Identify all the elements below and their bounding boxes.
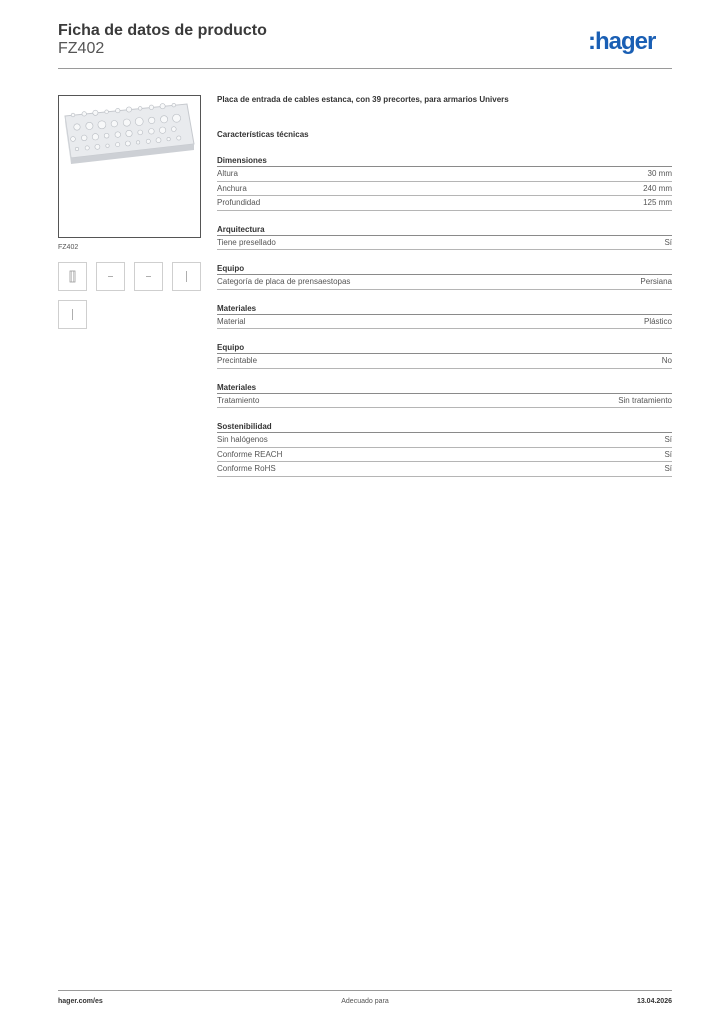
spec-value: Sí [664, 237, 672, 247]
footer-note: Adecuado para [341, 998, 389, 1005]
spec-label: Precintable [217, 356, 258, 365]
product-details [217, 95, 672, 477]
spec-row [217, 275, 672, 290]
product-summary: Placa de entrada de cables estanca, con 39 precortes, para armarios Univers [217, 95, 509, 104]
spec-row [217, 354, 672, 369]
product-code: FZ402 [58, 40, 105, 57]
spec-group [217, 383, 672, 409]
spec-group-title: Dimensiones [217, 156, 672, 167]
spec-group-title: Materiales [217, 304, 672, 315]
spec-value: Persiana [640, 277, 672, 286]
spec-label: Profundidad [217, 198, 261, 207]
spec-group [217, 343, 672, 369]
spec-label: Tiene presellado [217, 237, 276, 247]
spec-group-title: Arquitectura [217, 225, 672, 236]
thumbnail-rear-view[interactable] [58, 300, 87, 329]
website-link[interactable]: hager.com/es [58, 998, 103, 1005]
spec-group-title: Sostenibilidad [217, 422, 672, 433]
spec-label: Conforme REACH [217, 449, 283, 459]
spec-label: Altura [217, 169, 238, 178]
spec-row [217, 236, 672, 251]
spec-row [217, 433, 672, 448]
spec-label: Material [217, 316, 246, 326]
spec-value: Sí [664, 435, 672, 444]
page-header [58, 20, 672, 68]
spec-group [217, 422, 672, 477]
logo-text: :hager [588, 28, 656, 54]
thumbnail-side-view[interactable] [172, 262, 201, 291]
page-title: Ficha de datos de producto [58, 22, 267, 39]
spec-value: 240 mm [643, 183, 672, 193]
spec-row [217, 196, 672, 211]
spec-group [217, 264, 672, 290]
spec-row [217, 167, 672, 182]
spec-label: Sin halógenos [217, 435, 268, 444]
spec-group-title: Equipo [217, 343, 672, 354]
spec-value: Sin tratamiento [618, 395, 672, 405]
thumbnail-front-view[interactable] [58, 262, 87, 291]
spec-value: Plástico [643, 316, 672, 326]
spec-label: Categoría de placa de prensaestopas [217, 277, 351, 286]
spec-row [217, 394, 672, 409]
spec-label: Anchura [217, 183, 247, 193]
spec-group [217, 156, 672, 211]
spec-group [217, 304, 672, 330]
page-footer [58, 998, 672, 1010]
cable-entry-plate-image [59, 96, 200, 237]
specs-title: Características técnicas [217, 130, 309, 139]
hager-logo [588, 28, 672, 54]
footer-date: 13.04.2026 [636, 998, 672, 1005]
spec-value: Sí [664, 464, 672, 473]
spec-value: 30 mm [647, 169, 672, 178]
spec-row [217, 182, 672, 197]
thumbnail-top-view[interactable] [96, 262, 125, 291]
spec-value: No [661, 356, 672, 365]
image-caption: FZ402 [58, 244, 79, 251]
spec-row [217, 462, 672, 477]
product-image [58, 95, 201, 238]
thumbnail-bottom-view[interactable] [134, 262, 163, 291]
spec-value: 125 mm [643, 198, 672, 207]
spec-label: Tratamiento [217, 395, 260, 405]
spec-row [217, 448, 672, 463]
spec-group-title: Equipo [217, 264, 672, 275]
spec-group-title: Materiales [217, 383, 672, 394]
footer-divider [58, 990, 672, 991]
header-divider [58, 68, 672, 69]
spec-row [217, 315, 672, 330]
specs-groups [217, 156, 672, 477]
spec-value: Sí [664, 449, 672, 459]
spec-label: Conforme RoHS [217, 464, 276, 473]
spec-group [217, 225, 672, 251]
